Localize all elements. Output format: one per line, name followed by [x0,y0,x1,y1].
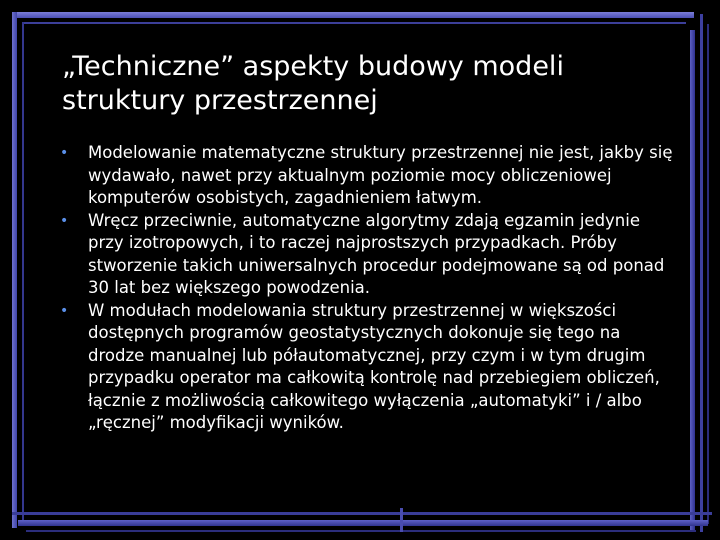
bullet-text: Wręcz przeciwnie, automatyczne algorytmy zdają egzamin jedynie przy izotropowych, i to raczej najprostszych przypadkach. Próby stworzenie takich uniwersalnych procedur podejmowane są od ponad 30 lat bez większego powodzenia. [88,210,665,297]
frame-right-line [690,30,695,530]
frame-right-line-3 [707,24,709,524]
frame-bottom-line [12,512,712,515]
frame-left-line [12,12,17,528]
bullet-list [56,142,676,435]
bullet-item [56,300,676,435]
frame-top-inner-line [22,22,686,24]
frame-top-line [14,12,694,18]
bullet-text: Modelowanie matematyczne struktury przestrzennej nie jest, jakby się wydawało, nawet przy aktualnym poziomie mocy obliczeniowej komputerów osobistych, zagadnieniem łatwym. [88,143,673,207]
bullet-item [56,210,676,300]
bullet-icon: • [60,212,69,229]
frame-bottom-line-2 [18,520,708,526]
bullet-icon: • [60,302,69,319]
frame-bottom-tick [400,508,403,532]
bullet-text: W modułach modelowania struktury przestrzennej w większości dostępnych programów geostatystycznych dokonuje się tego na drodze manualnej lub półautomatycznej, przy czym i w tym drugim przypadku operator ma całkowitą kontrolę nad przebiegiem obliczeń, łącznie z możliwością całkowitego wyłączenia „automatyki” i / albo „ręcznej” modyfikacji wyników. [88,300,660,432]
frame-right-line-2 [700,14,703,532]
slide-title: „Techniczne” aspekty budowy modeli struktury przestrzennej [62,51,564,116]
bullet-icon: • [60,145,69,161]
frame-left-inner-line [22,22,24,522]
frame-bottom-line-3 [26,530,696,532]
bullet-item [56,142,676,210]
